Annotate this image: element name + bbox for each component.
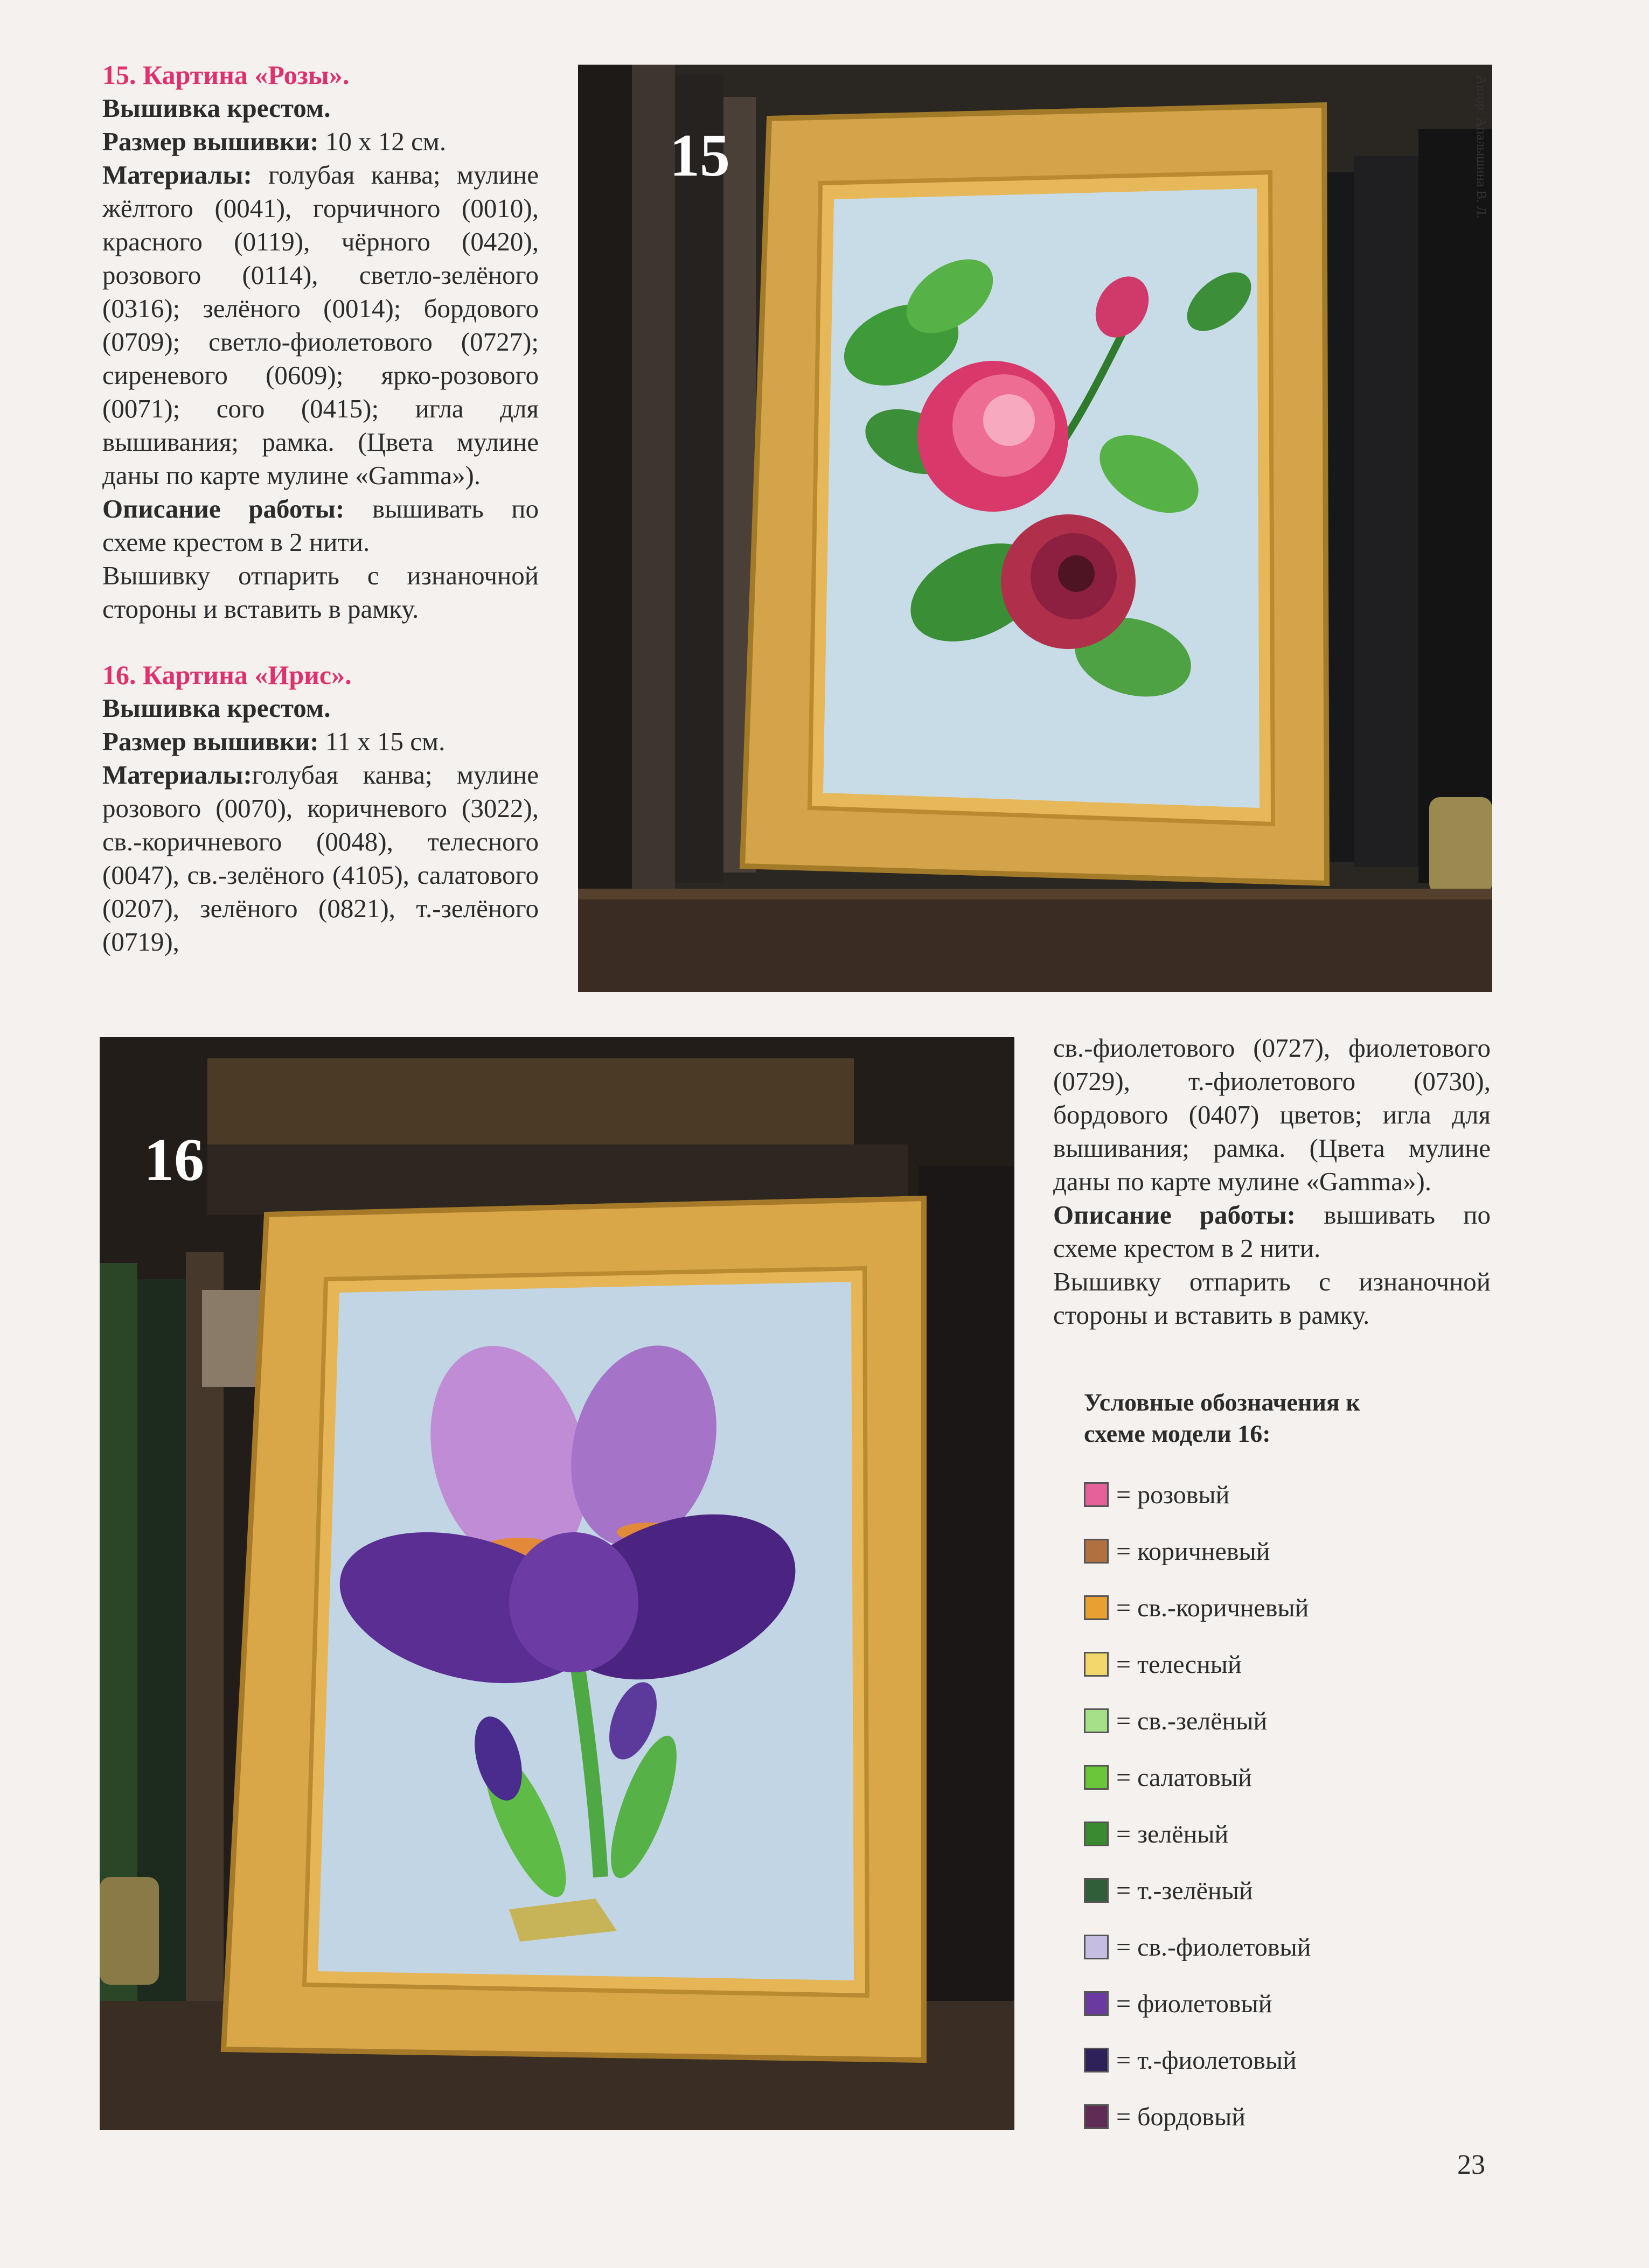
legend-swatch bbox=[1084, 2048, 1109, 2072]
legend-item: = бордовый bbox=[1084, 2100, 1246, 2133]
legend-item: = розовый bbox=[1084, 1478, 1229, 1511]
photo-15-number: 15 bbox=[670, 122, 730, 189]
legend-swatch bbox=[1084, 1822, 1109, 1846]
legend-swatch bbox=[1084, 1878, 1109, 1903]
legend-item: = телесный bbox=[1084, 1648, 1242, 1680]
legend-item: = коричневый bbox=[1084, 1535, 1270, 1567]
legend-swatch bbox=[1084, 1539, 1109, 1564]
section-16-finish: Вышивку отпарить с изнаночной стороны и вставить в рамку. bbox=[1053, 1267, 1491, 1330]
legend-swatch bbox=[1084, 1935, 1109, 1959]
legend-item: = т.-зелёный bbox=[1084, 1874, 1253, 1907]
section-15-description: Описание работы: вышивать по схеме крестом в 2 нити. bbox=[102, 494, 539, 557]
section-15-materials: Материалы: голубая канва; мулине жёлтого (0041), горчичного (0010), красного (0119), чёрного (0420), розового (0114), светло-зелёного (0316); зелёного (0014); бордового (0709); светло-фиолетового (0727); сиреневого (0609); ярко-розового (0071); сого (0415); игла для вышивания; рамка. (Цвета мулине даны по карте мулине «Gamma»). bbox=[102, 160, 539, 490]
legend-item: = т.-фиолетовый bbox=[1084, 2044, 1297, 2076]
section-15-technique: Вышивка крестом. bbox=[102, 93, 331, 123]
legend-item: = зелёный bbox=[1084, 1818, 1228, 1850]
legend-item: = св.-коричневый bbox=[1084, 1592, 1309, 1624]
legend-swatch bbox=[1084, 1708, 1109, 1733]
section-15-title: 15. Картина «Розы». bbox=[102, 60, 350, 90]
section-15-text bbox=[102, 58, 539, 959]
section-16-text-continued bbox=[1053, 1031, 1491, 1332]
section-16-title: 16. Картина «Ирис». bbox=[102, 660, 352, 690]
legend-swatch bbox=[1084, 1765, 1109, 1790]
photo-roses-illustration bbox=[578, 65, 1492, 992]
legend-item: = салатовый bbox=[1084, 1761, 1252, 1794]
legend-swatch bbox=[1084, 1595, 1109, 1620]
section-16-materials-part2: св.-фиолетового (0727), фиолетового (0729), т.-фиолетового (0730), бордового (0407) цветов; игла для вышивания; рамка. (Цвета мулине даны по карте мулине «Gamma»). bbox=[1053, 1033, 1491, 1196]
section-16-technique: Вышивка крестом. bbox=[102, 693, 331, 723]
legend-title: Условные обозначения к схеме модели 16: bbox=[1084, 1388, 1360, 1447]
page-number: 23 bbox=[1457, 2150, 1485, 2180]
section-15-finish: Вышивку отпарить с изнаночной стороны и вставить в рамку. bbox=[102, 561, 539, 624]
legend-item: = св.-зелёный bbox=[1084, 1705, 1267, 1737]
section-16-materials-part1: Материалы:голубая канва; мулине розового (0070), коричневого (3022), св.-коричневого (0048), телесного (0047), св.-зелёного (4105), салатового (0207), зелёного (0821), т.-зелёного (0719), bbox=[102, 760, 539, 957]
photo-iris-frame bbox=[100, 1037, 1014, 2130]
photo-16-number: 16 bbox=[144, 1127, 204, 1194]
photo-roses-frame bbox=[578, 65, 1492, 992]
section-16-description: Описание работы: вышивать по схеме крестом в 2 нити. bbox=[1053, 1200, 1491, 1263]
legend-item: = фиолетовый bbox=[1084, 1987, 1272, 2020]
photo-credit: Автор: Апалышина В. Л. bbox=[1474, 75, 1488, 219]
legend-swatch bbox=[1084, 1482, 1109, 1507]
legend-item: = св.-фиолетовый bbox=[1084, 1931, 1311, 1963]
photo-iris-illustration bbox=[100, 1037, 1014, 2130]
section-16-size: Размер вышивки: 11 х 15 см. bbox=[102, 727, 446, 756]
legend-swatch bbox=[1084, 1652, 1109, 1677]
legend-swatch bbox=[1084, 2104, 1109, 2129]
section-15-size: Размер вышивки: 10 х 12 см. bbox=[102, 127, 447, 156]
legend-swatch bbox=[1084, 1991, 1109, 2016]
